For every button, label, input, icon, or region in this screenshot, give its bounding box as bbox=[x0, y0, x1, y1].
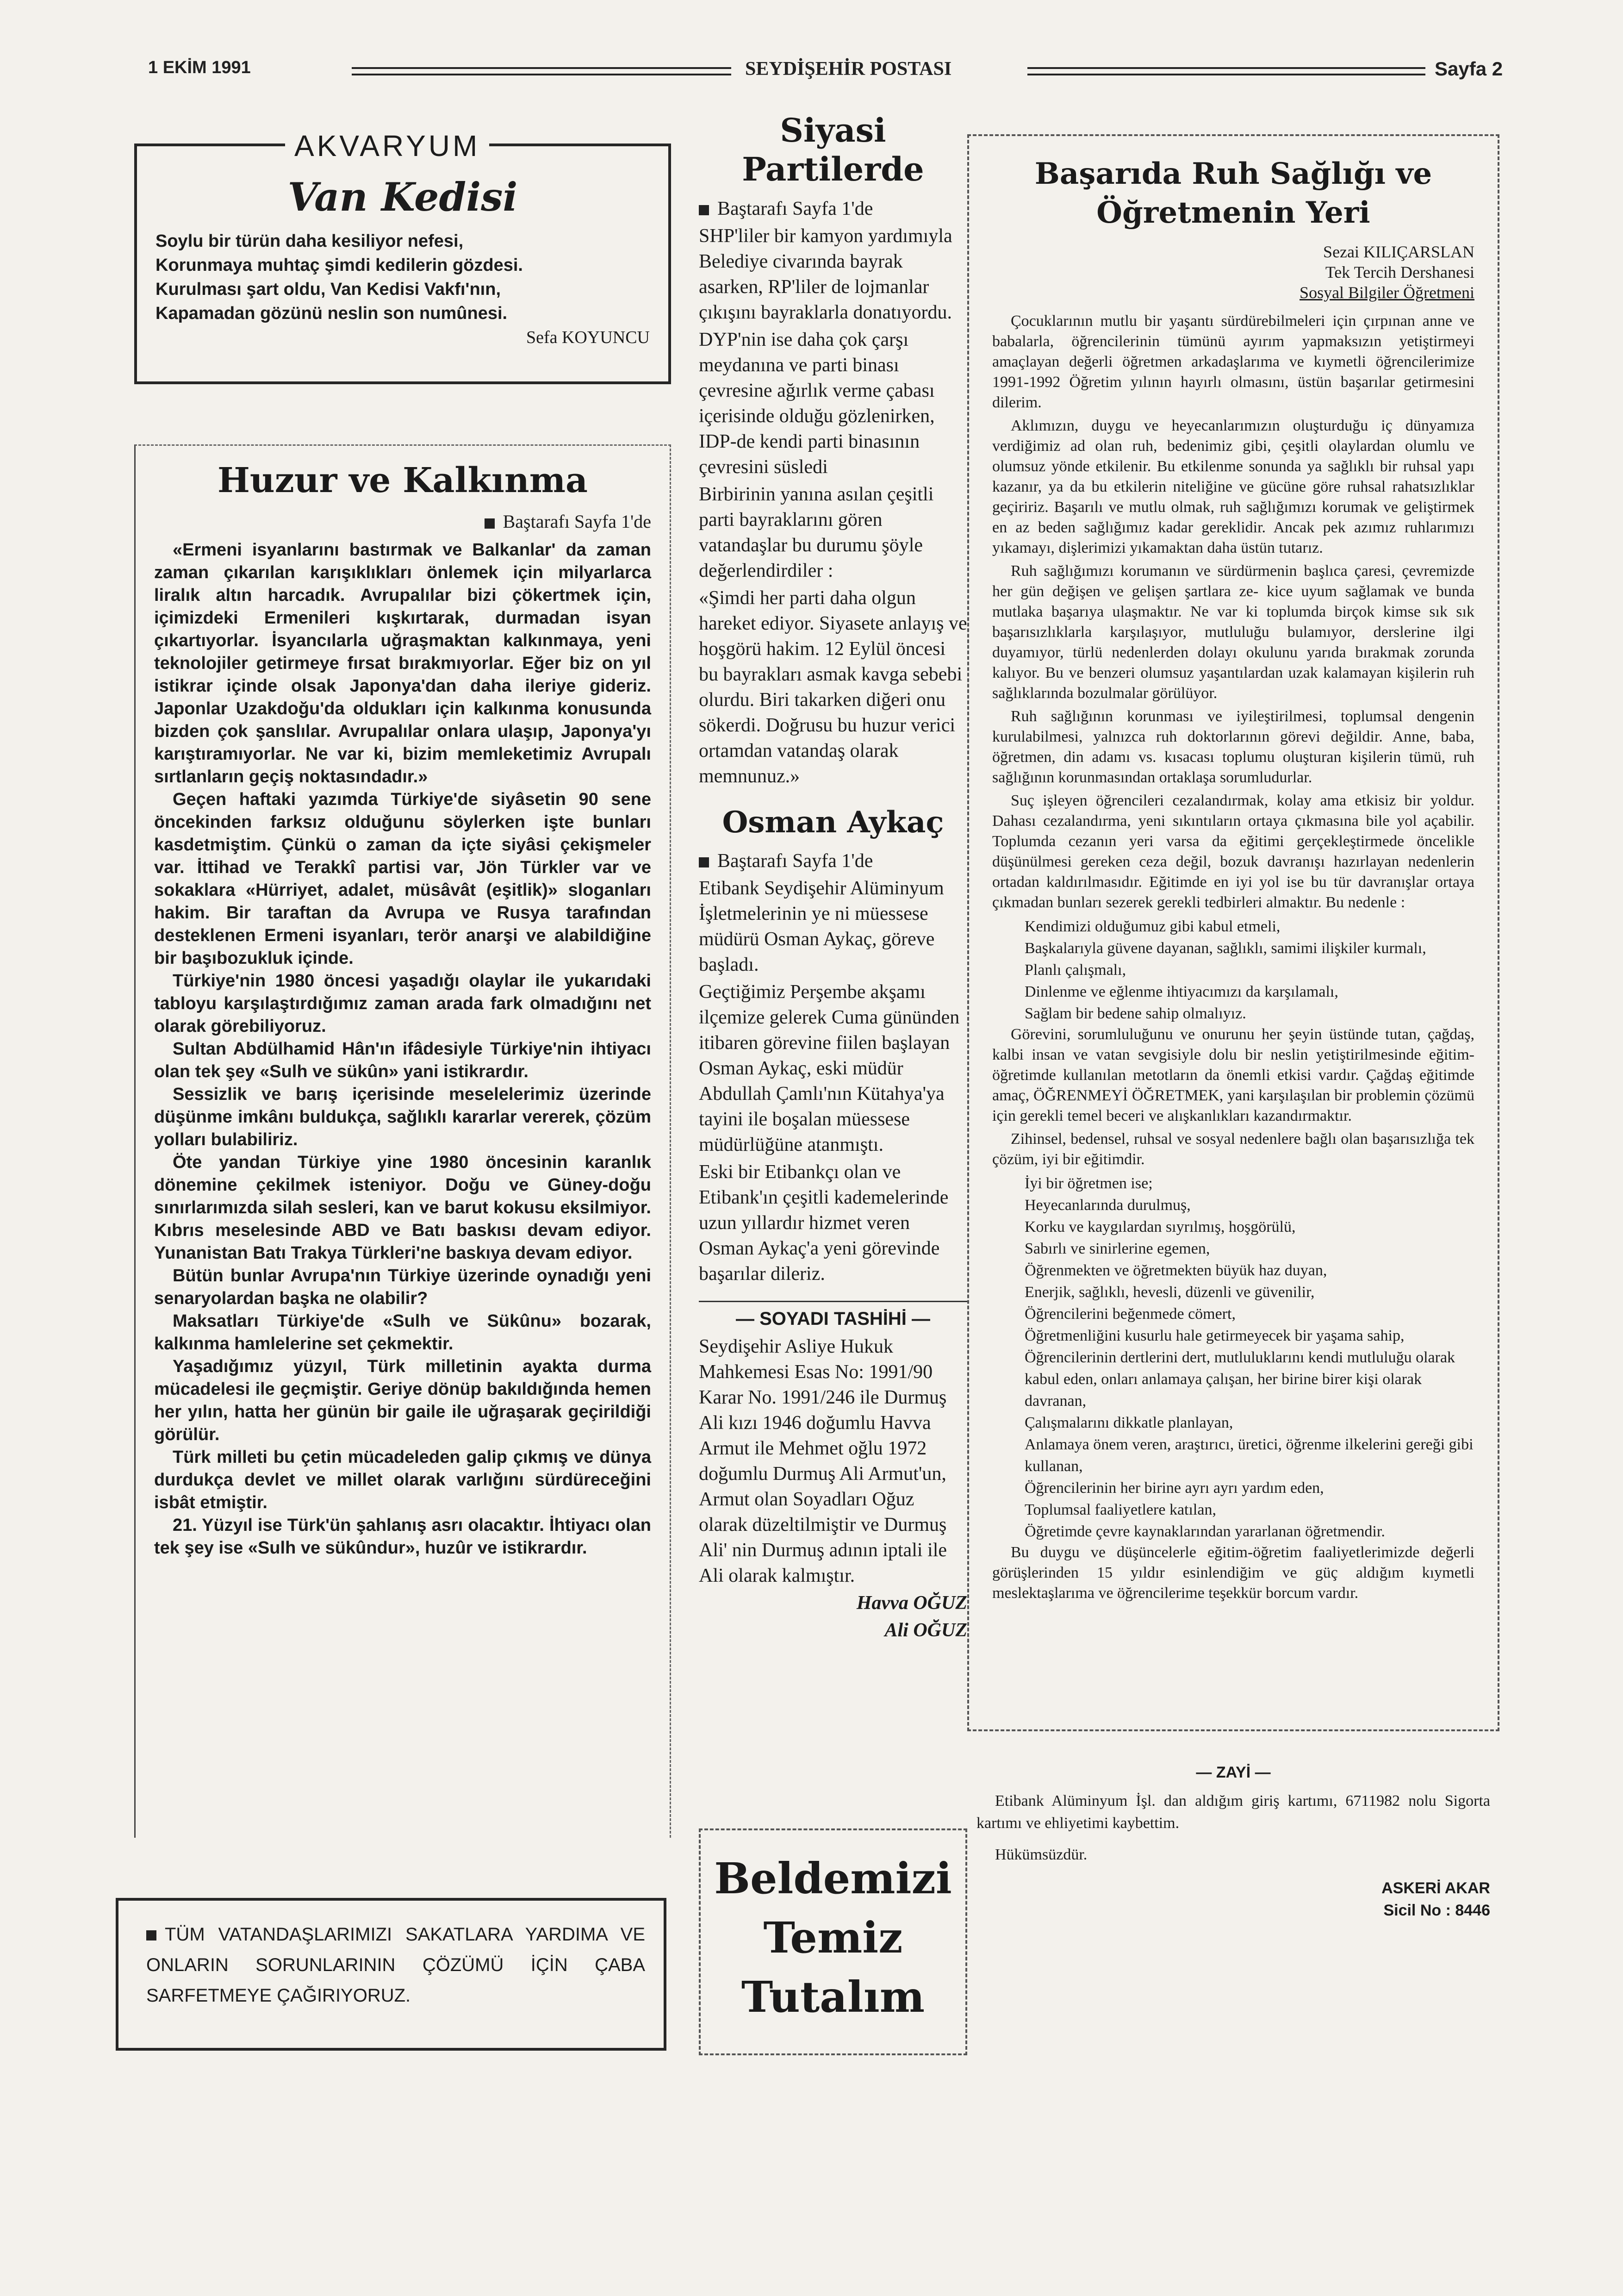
list-item: Öğrenmekten ve öğretmekten büyük haz duyan, bbox=[1025, 1262, 1327, 1279]
basari-list-1 bbox=[992, 916, 1474, 1024]
list-item: Öğrencilerinin her birine ayrı ayrı yardım eden, bbox=[1025, 1479, 1324, 1497]
header-rule-right bbox=[1027, 67, 1425, 75]
list-item: Enerjik, sağlıklı, hevesli, düzenli ve güvenilir, bbox=[1025, 1284, 1315, 1301]
bullet-icon bbox=[146, 1930, 156, 1940]
continued-label: Baştarafı Sayfa 1'de bbox=[717, 198, 873, 219]
huzur-paragraph-8: Maksatları Türkiye'de «Sulh ve Sükûnu» bozarak, kalkınma hamlelerine set çekmektir. bbox=[154, 1311, 651, 1354]
appeal-box bbox=[116, 1898, 666, 2051]
osman-title: Osman Aykaç bbox=[722, 805, 944, 840]
huzur-box bbox=[134, 444, 671, 1838]
bullet-icon bbox=[699, 857, 709, 867]
appeal-text bbox=[146, 1919, 645, 2011]
middle-column bbox=[699, 111, 967, 1750]
list-item: Öğretimde çevre kaynaklarından yararlanan öğretmendir. bbox=[1025, 1523, 1385, 1540]
basari-paragraph-1: Çocuklarının mutlu bir yaşantı sürdürebilmeleri için çırpınan anne ve babalarla, öğrencilerinin tümünü ayırım yapmaksızın yetiştirmeyi amaçlayan değerli öğretmen arkadaşlarıma ve kıymetli öğrencilerimize 1991-1992 Öğretim yılının hayırlı olmasını, üstün başarılar getirmesini dilerim. bbox=[992, 312, 1474, 411]
basari-paragraph-2: Aklımızın, duygu ve heyecanlarımızın oluşturduğu iç dünyamıza verdiğimiz ad olan ruh, bedenimiz gibi, çeşitli olaylardan olumlu ve olumsuz yönde etkilenir. Bu etkilenme sonunda ya sağlıklı bir ruhsal yapı kazanır, ya da bu etkilerin niteliğine ve gücüne göre ruhsal rahatsızlıklar geçiririz. Başarılı ve mutlu olmak, ruh sağlığımızı korumak ve geliştirmek en az beden sağlığımız kadar gereklidir. Ancak pek azımız ruhlarımızı yıkamayı, dişlerimizi yıkamaktan daha üstün tutarız. bbox=[992, 417, 1474, 556]
bullet-icon bbox=[485, 518, 495, 529]
osman-paragraph-2: Geçtiğimiz Perşembe akşamı ilçemize gelerek Cuma gününden itibaren görevine fiilen başlayan Osman Aykaç, eski müdür Abdullah Çamlı'nın Kütahya'ya tayini ile boşalan müessese müdürlüğüne atanmıştı. bbox=[699, 981, 960, 1155]
basari-box bbox=[967, 134, 1499, 1731]
siyasi-paragraph-4: «Şimdi her parti daha olgun hareket ediyor. Siyasete anlayış ve hoşgörü hakim. 12 Eylül öncesi bu bayrakları asmak kavga sebebi olurdu. Biri takarken diğeri onu sökerdi. Doğrusu bu huzur verici ortamdan vatandaş olarak memnunuz.» bbox=[699, 587, 967, 787]
list-item: Toplumsal faaliyetlere katılan, bbox=[1025, 1501, 1216, 1518]
huzur-paragraph-9: Yaşadığımız yüzyıl, Türk milletinin ayakta durma mücadelesi ile geçmiştir. Geriye dönüp bakıldığında hemen her yılın, hatta her günün bir gaile ile uğraşarak geçirildiği görülür. bbox=[154, 1357, 651, 1444]
poem-title: Van Kedisi bbox=[287, 174, 518, 220]
list-item: Anlamaya önem veren, araştırıcı, üretici, öğrenme ilkelerini gereği gibi kullanan, bbox=[1025, 1436, 1474, 1475]
siyasi-title: Siyasi Partilerde bbox=[742, 111, 924, 188]
akvaryum-label: AKVARYUM bbox=[285, 129, 489, 163]
poem-line-3: Kurulması şart oldu, Van Kedisi Vakfı'nın, bbox=[155, 280, 501, 299]
basari-list-2 bbox=[992, 1173, 1474, 1542]
basari-paragraph-6: Görevini, sorumluluğunu ve onurunu her şeyin üstünde tutan, çağdaş, kalbi insan ve vatan sevgisiyle dolu bir neslin yetiştirilmesinde eğitim-öğretimde kullanılan metotların da önemli etkisi vardır. Çağdaş eğitimde amaç, ÖĞRENMEYİ ÖĞRETMEK, yani karşılaşılan bir problemin çözümü için gerekli temel beceri ve alışkanlıkları kazandırmaktır. bbox=[992, 1026, 1474, 1124]
poem-line-2: Korunmaya muhtaç şimdi kedilerin gözdesi. bbox=[155, 256, 523, 275]
basari-author: Sezai KILIÇARSLAN bbox=[1323, 243, 1474, 261]
header-rule-left bbox=[352, 67, 731, 75]
appeal-label: TÜM VATANDAŞLARIMIZI SAKATLARA YARDIMA VE ONLARIN SORUNLARININ ÇÖZÜMÜ İÇİN ÇABA SARFETMEYE ÇAĞIRIYORUZ. bbox=[146, 1924, 645, 2006]
newspaper-name: SEYDİŞEHİR POSTASI bbox=[745, 58, 952, 80]
osman-paragraph-1: Etibank Seydişehir Alüminyum İşletmelerinin ye ni müessese müdürü Osman Aykaç, göreve başladı. bbox=[699, 878, 944, 975]
poem-line-1: Soylu bir türün daha kesiliyor nefesi, bbox=[155, 231, 464, 251]
zayi-title: — ZAYİ — bbox=[1196, 1764, 1271, 1781]
bullet-icon bbox=[699, 205, 709, 215]
belde-line-1: Beldemizi bbox=[714, 1853, 952, 1903]
huzur-paragraph-3: Türkiye'nin 1980 öncesi yaşadığı olaylar ile yukarıdaki tabloyu karşılaştırdığımız zaman arada fark olmadığını net olarak görebiliyoruz. bbox=[154, 971, 651, 1036]
list-item: Başkalarıyla güvene dayanan, sağlıklı, samimi ilişkiler kurmalı, bbox=[1025, 940, 1426, 957]
poem-line-4: Kapamadan gözünü neslin son numûnesi. bbox=[155, 304, 508, 323]
zayi-text: Etibank Alüminyum İşl. dan aldığım giriş kartımı, 6711982 nolu Sigorta kartımı ve ehliyetimi kaybettim. bbox=[976, 1792, 1490, 1832]
siyasi-paragraph-2: DYP'nin ise daha çok çarşı meydanına ve parti binası çevresine ağırlık verme çabası içerisinde olduğu gözlenirken, IDP-de kendi parti binasının çevresini süsledi bbox=[699, 329, 935, 478]
akvaryum-box bbox=[134, 129, 671, 384]
continued-label: Baştarafı Sayfa 1'de bbox=[717, 850, 873, 872]
basari-closing: Bu duygu ve düşüncelerle eğitim-öğretim faaliyetlerimizde değerli görüşlerinden 15 yıldır esinlendiğim ve güç aldığım kıymetli meslektaşlarıma ve öğrencilerime teşekkür borcum vardır. bbox=[992, 1544, 1474, 1602]
soyadi-box bbox=[699, 1301, 967, 1643]
huzur-paragraph-11: 21. Yüzyıl ise Türk'ün şahlanış asrı olacaktır. İhtiyacı olan tek şey ise «Sulh ve sükûndur», huzûr ve istikrardır. bbox=[154, 1516, 651, 1558]
basari-paragraph-4: Ruh sağlığının korunması ve iyileştirilmesi, toplumsal dengenin kurulabilmesi, yalnızca ruh doktorlarının görevi değildir. Anne, baba, öğretmen, din adamı vs. kısacası toplumu oluşturan kişilerin tümü, ruh sağlığının korunmasından ortaklaşa sorumludurlar. bbox=[992, 708, 1474, 786]
huzur-paragraph-4: Sultan Abdülhamid Hân'ın ifâdesiyle Türkiye'nin ihtiyacı olan tek şey «Sulh ve sükûn» yani istikrardır. bbox=[154, 1039, 651, 1081]
huzur-paragraph-5: Sessizlik ve barış içerisinde meselelerimiz üzerinde düşünme imkânı buldukça, sağlıklı kararlar vererek, çözüm yolları bulabiliriz. bbox=[154, 1085, 651, 1149]
soyadi-signer-2: Ali OĞUZ bbox=[884, 1620, 967, 1641]
list-item: İyi bir öğretmen ise; bbox=[1025, 1175, 1153, 1192]
list-item: Öğrencilerini beğenmede cömert, bbox=[1025, 1305, 1236, 1323]
list-item: Korku ve kaygılardan sıyrılmış, hoşgörülü, bbox=[1025, 1218, 1296, 1235]
huzur-paragraph-7: Bütün bunlar Avrupa'nın Türkiye üzerinde oynadığı yeni senaryolardan başka ne olabilir? bbox=[154, 1266, 651, 1308]
huzur-paragraph-1: «Ermeni isyanlarını bastırmak ve Balkanlar' da zaman zaman çıkarılan karışıklıkları önlemek için milyarlarca liralık altın harcadık. Avrupalılar bizi çökertmek için, içimizdeki Ermenileri kışkırtarak, durmadan isyan çıkartıyorlar. İsyancılarla uğraşmaktan kalkınmaya, yeni teknolojiler getirmeye fırsat bırakmıyorlar. Eğer biz on yıl istikrar içinde olsak Japonya'dan daha ileriye gideriz. Japonlar Uzakdoğu'da oldukları için kalkınma konusunda bizden çok şanslılar. Avrupalılar onlara ulaşıp, Japonya'yı karıştıramıyorlar. Ne var ki, bizim memleketimiz Avrupalı sırtlanların geçiş noktasındadır.» bbox=[154, 540, 651, 786]
belde-line-2: Temiz bbox=[763, 1913, 903, 1963]
huzur-title: Huzur ve Kalkınma bbox=[218, 461, 588, 500]
soyadi-text: Seydişehir Asliye Hukuk Mahkemesi Esas No: 1991/90 Karar No. 1991/246 ile Durmuş Ali kızı 1946 doğumlu Havva Armut ile Mehmet oğlu 1972 doğumlu Durmuş Ali Armut'un, Armut olan Soyadları Oğuz olarak düzeltilmiştir ve Durmuş Ali' nin Durmuş adının iptali ile Ali olarak kalmıştır. bbox=[699, 1336, 947, 1586]
huzur-continued bbox=[154, 511, 651, 532]
huzur-paragraph-2: Geçen haftaki yazımda Türkiye'de siyâsetin 90 sene öncekinden farksız olduğunu söylerken işte bunları kasdetmiştim. Çünkü o zaman da içte siyâsi çekişmeler var. İttihad ve Terakkî partisi var, Jön Türkler var ve sokaklara «Hürriyet, adalet, müsâvât (eşitlik)» sloganları hakim. Bir taraftan da Avrupa ve Rusya tarafından desteklenen Ermeni isyanları, terör anarşi ve alabildiğine bir başıbozukluk içinde. bbox=[154, 790, 651, 968]
soyadi-signer-1: Havva OĞUZ bbox=[856, 1592, 967, 1614]
list-item: Çalışmalarını dikkatle planlayan, bbox=[1025, 1414, 1233, 1431]
basari-affil-2: Sosyal Bilgiler Öğretmeni bbox=[1300, 283, 1474, 302]
issue-date: 1 EKİM 1991 bbox=[148, 58, 251, 77]
list-item: Öğrencilerinin dertlerini dert, mutluluklarını kendi mutluluğu olarak kabul eden, onları anlamaya çalışan, her birine birer kişi olarak davranan, bbox=[1025, 1349, 1455, 1410]
poem-author: Sefa KOYUNCU bbox=[526, 328, 650, 347]
zayi-name: ASKERİ AKAR bbox=[1381, 1879, 1490, 1897]
belde-box bbox=[699, 1828, 967, 2055]
belde-line-3: Tutalım bbox=[741, 1972, 925, 2022]
zayi-box bbox=[976, 1764, 1490, 2051]
list-item: Kendimizi olduğumuz gibi kabul etmeli, bbox=[1025, 918, 1281, 935]
siyasi-paragraph-3: Birbirinin yanına asılan çeşitli parti bayraklarını gören vatandaşlar bu durumu şöyle değerlendirdiler : bbox=[699, 484, 934, 581]
siyasi-paragraph-1: SHP'liler bir kamyon yardımıyla Belediye civarında bayrak asarken, RP'liler de lojmanlar çıkışını bayraklarla donatıyordu. bbox=[699, 225, 952, 323]
continued-label: Baştarafı Sayfa 1'de bbox=[503, 511, 651, 532]
osman-paragraph-3: Eski bir Etibankçı olan ve Etibank'ın çeşitli kademelerinde uzun yıllardır hizmet veren Osman Aykaç'a yeni görevinde başarılar dileriz. bbox=[699, 1161, 949, 1285]
basari-paragraph-5: Suç işleyen öğrencileri cezalandırmak, kolay ama etkisiz bir yoldur. Dahası cezalandırma, yeni sıkıntıların ortaya çıkmasına bile yol açabilir. Toplumda cezanın yeri varsa da eğitimi gerçekleştirmede öncelikle düşünülmesi gereken ceza değil, bozuk davranışı hazırlayan nedenlerin ortadan kaldırılmasıdır. Eğitimde en iyi yol ise bu tür davranışlar ortaya çıkmadan bunları sezerek gerekli tedbirleri almaktır. Bu nedenle : bbox=[992, 792, 1474, 911]
list-item: Planlı çalışmalı, bbox=[1025, 961, 1126, 979]
huzur-paragraph-6: Öte yandan Türkiye yine 1980 öncesinin karanlık dönemine çekilmek isteniyor. Doğu ve Güney-doğu sınırlarımızda silah sesleri, kan ve barut kokusu eksilmiyor. Kıbrıs meselesinde ABD ve Batı baskısı devam ediyor. Yunanistan Batı Trakya Türkleri'ne baskıya devam ediyor. bbox=[154, 1153, 651, 1263]
list-item: Heyecanlarında durulmuş, bbox=[1025, 1197, 1191, 1214]
basari-title: Başarıda Ruh Sağlığı ve Öğretmenin Yeri bbox=[1034, 156, 1432, 230]
zayi-void: Hükümsüzdür. bbox=[995, 1846, 1088, 1863]
siyasi-continued bbox=[699, 196, 967, 222]
basari-paragraph-7: Zihinsel, bedensel, ruhsal ve sosyal nedenlere bağlı olan başarısızlığa tek çözüm, iyi bir eğitimdir. bbox=[992, 1130, 1474, 1168]
huzur-paragraph-10: Türk milleti bu çetin mücadeleden galip çıkmış ve dünya durdukça devlet ve millet olarak varlığını sürdüreceğini isbât etmiştir. bbox=[154, 1447, 651, 1512]
list-item: Sağlam bir bedene sahip olmalıyız. bbox=[1025, 1005, 1246, 1022]
soyadi-title: — SOYADI TASHİHİ — bbox=[735, 1309, 931, 1329]
list-item: Sabırlı ve sinirlerine egemen, bbox=[1025, 1240, 1210, 1257]
zayi-sicil: Sicil No : 8446 bbox=[1383, 1902, 1490, 1919]
basari-paragraph-3: Ruh sağlığımızı korumanın ve sürdürmenin başlıca çaresi, çevremizde her gün değişen ve gelişen şartlara ze- kice uyum sağlamak ve bunda mutlaka başarıya ulaşmaktır. Ne var ki toplumda birçok kimse sık sık başarısızlıklarla karşılaşıyor, mutluluğu bulamıyor, derslerine ilgi duyamıyor, türlü nedenlerden dolayı okulunu yarıda bırakmak zorunda kalıyor. Bu ve benzeri olumsuz yaşantılardan uzak kalamayan kişilerin ruh sağlıklarında bozulmalar görülüyor. bbox=[992, 562, 1474, 702]
osman-continued bbox=[699, 849, 967, 874]
page-number: Sayfa 2 bbox=[1435, 58, 1503, 80]
basari-affil-1: Tek Tercih Dershanesi bbox=[1325, 263, 1474, 281]
list-item: Öğretmenliğini kusurlu hale getirmeyecek bir yaşama sahip, bbox=[1025, 1327, 1405, 1344]
list-item: Dinlenme ve eğlenme ihtiyacımızı da karşılamalı, bbox=[1025, 983, 1338, 1000]
